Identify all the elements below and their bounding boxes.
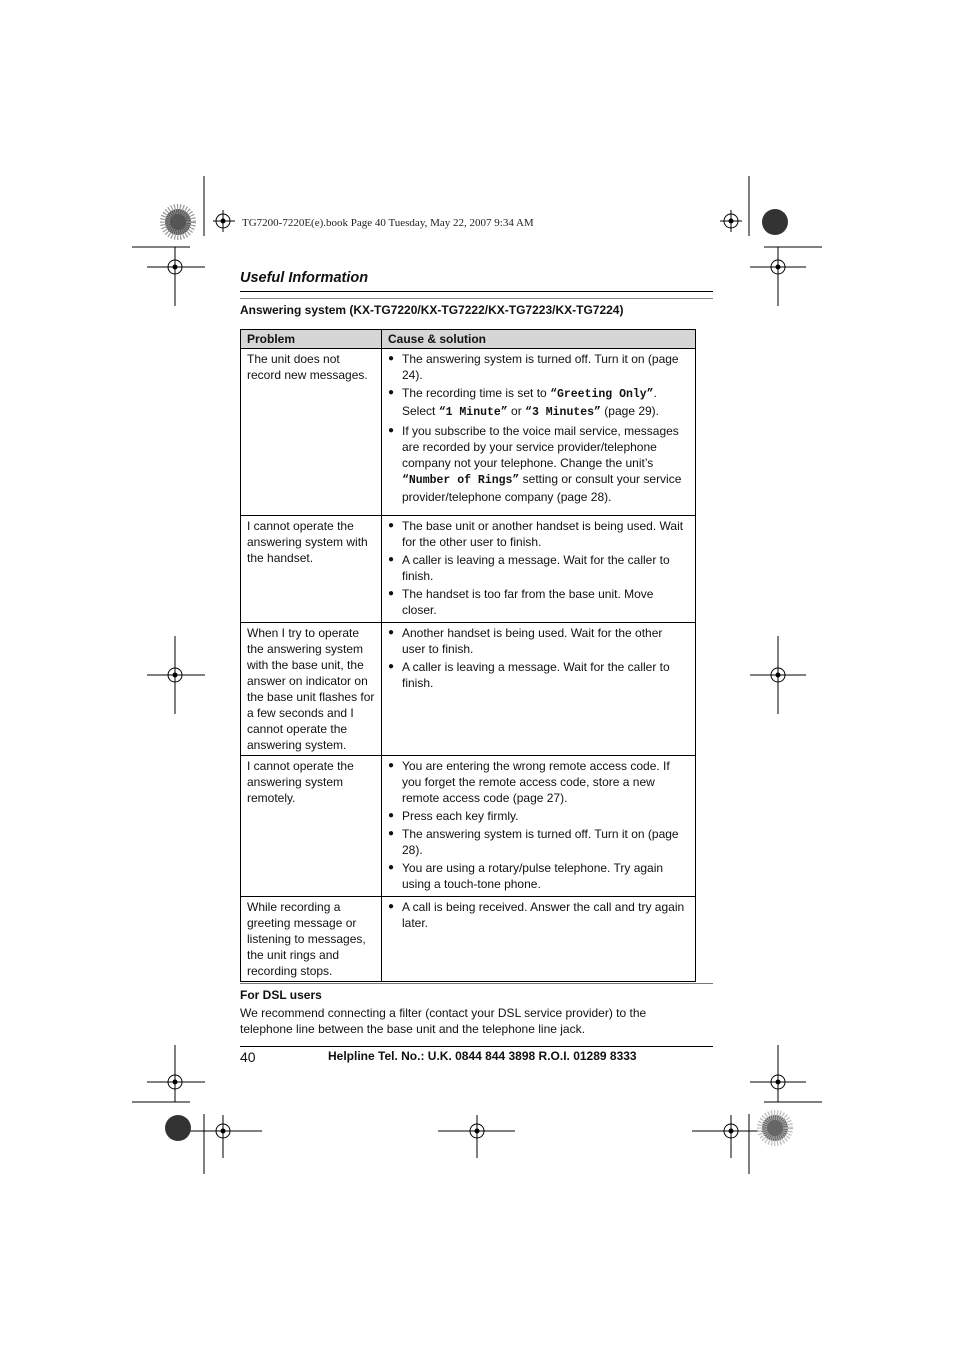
solution-item — [388, 625, 689, 657]
column-header-problem: Problem — [241, 330, 382, 349]
problem-cell: I cannot operate the answering system remotely. — [241, 756, 382, 897]
solution-text: Press each key firmly. — [402, 809, 519, 823]
bullet-icon: ● — [388, 828, 395, 839]
dsl-title: For DSL users — [240, 988, 322, 1002]
solution-text: A caller is leaving a message. Wait for the caller to finish. — [402, 553, 670, 583]
helpline-text: Helpline Tel. No.: U.K. 0844 844 3898 R.O.I. 01289 8333 — [328, 1049, 637, 1063]
bullet-icon: ● — [388, 520, 395, 531]
solution-item — [388, 758, 689, 806]
solution-text: The recording time is set to — [402, 386, 551, 400]
bullet-icon: ● — [388, 810, 395, 821]
solution-text: A call is being received. Answer the call and try again later. — [402, 900, 685, 930]
subsection-title: Answering system (KX-TG7220/KX-TG7222/KX-TG7223/KX-TG7224) — [240, 303, 624, 317]
solution-item — [388, 659, 689, 691]
bullet-icon: ● — [388, 901, 395, 912]
column-header-solution: Cause & solution — [382, 330, 696, 349]
solution-cell — [382, 623, 696, 756]
bullet-icon: ● — [388, 353, 395, 364]
problem-cell: I cannot operate the answering system with the handset. — [241, 516, 382, 623]
solution-list — [388, 899, 689, 931]
solution-cell — [382, 349, 696, 516]
table-row — [241, 516, 696, 623]
menu-setting-text: “1 Minute” — [438, 406, 508, 419]
section-title: Useful Information — [240, 270, 369, 286]
solution-item — [388, 351, 689, 383]
solution-cell — [382, 897, 696, 982]
problem-cell: When I try to operate the answering system with the base unit, the answer on indicator on the base unit flashes for a few seconds and I cannot operate the answering system. — [241, 623, 382, 756]
solution-text: (page 29). — [600, 404, 660, 418]
header-rule — [240, 291, 713, 292]
bullet-icon: ● — [388, 425, 395, 436]
solution-text: setting or consult your service provider/telephone company (page 28). — [402, 472, 682, 504]
problem-cell: The unit does not record new messages. — [241, 349, 382, 516]
bullet-icon: ● — [388, 760, 395, 771]
table-row — [241, 349, 696, 516]
header-rule-thin — [240, 298, 713, 299]
solution-text: A caller is leaving a message. Wait for the caller to finish. — [402, 660, 670, 690]
solution-item — [388, 423, 689, 505]
solution-text: The base unit or another handset is being used. Wait for the other user to finish. — [402, 519, 684, 549]
menu-setting-text: “3 Minutes” — [525, 406, 601, 419]
bullet-icon: ● — [388, 862, 395, 873]
solution-text: You are using a rotary/pulse telephone. Try again using a touch-tone phone. — [402, 861, 664, 891]
solution-item — [388, 808, 689, 824]
solution-item — [388, 860, 689, 892]
solution-list — [388, 351, 689, 505]
bullet-icon: ● — [388, 554, 395, 565]
solution-text: or — [507, 404, 526, 418]
bullet-icon: ● — [388, 661, 395, 672]
solution-text: . Select — [402, 386, 657, 418]
solution-text: The handset is too far from the base unit. Move closer. — [402, 587, 654, 617]
solution-text: You are entering the wrong remote access code. If you forget the remote access code, store a new remote access code (page 27). — [402, 759, 670, 805]
menu-setting-text: “Number of Rings” — [402, 474, 520, 487]
dsl-text: We recommend connecting a filter (contact your DSL service provider) to the telephone line between the base unit and the telephone line jack. — [240, 1006, 647, 1036]
solution-list — [388, 758, 689, 892]
bullet-icon: ● — [388, 627, 395, 638]
problem-cell: While recording a greeting message or listening to messages, the unit rings and recording stops. — [241, 897, 382, 982]
table-row — [241, 897, 696, 982]
solution-item — [388, 899, 689, 931]
solution-text: The answering system is turned off. Turn it on (page 28). — [402, 827, 679, 857]
solution-item — [388, 826, 689, 858]
footer-rule — [240, 1046, 713, 1047]
table-row — [241, 623, 696, 756]
menu-setting-text: “Greeting Only” — [550, 388, 654, 401]
solution-text: The answering system is turned off. Turn it on (page 24). — [402, 352, 679, 382]
dsl-rule — [240, 983, 713, 984]
solution-item — [388, 518, 689, 550]
solution-item — [388, 552, 689, 584]
solution-list — [388, 518, 689, 618]
table-header-row — [241, 330, 696, 349]
solution-text: Another handset is being used. Wait for the other user to finish. — [402, 626, 663, 656]
table-row — [241, 756, 696, 897]
bullet-icon: ● — [388, 387, 395, 398]
solution-text: If you subscribe to the voice mail service, messages are recorded by your service provider/telephone company not your telephone. Change the unit’s — [402, 424, 679, 470]
troubleshooting-table — [240, 329, 696, 982]
solution-cell — [382, 756, 696, 897]
solution-item — [388, 586, 689, 618]
file-info-line: TG7200-7220E(e).book Page 40 Tuesday, May 22, 2007 9:34 AM — [242, 217, 534, 229]
bullet-icon: ● — [388, 588, 395, 599]
solution-item — [388, 385, 689, 421]
solution-cell — [382, 516, 696, 623]
solution-list — [388, 625, 689, 691]
page-number: 40 — [240, 1049, 256, 1065]
